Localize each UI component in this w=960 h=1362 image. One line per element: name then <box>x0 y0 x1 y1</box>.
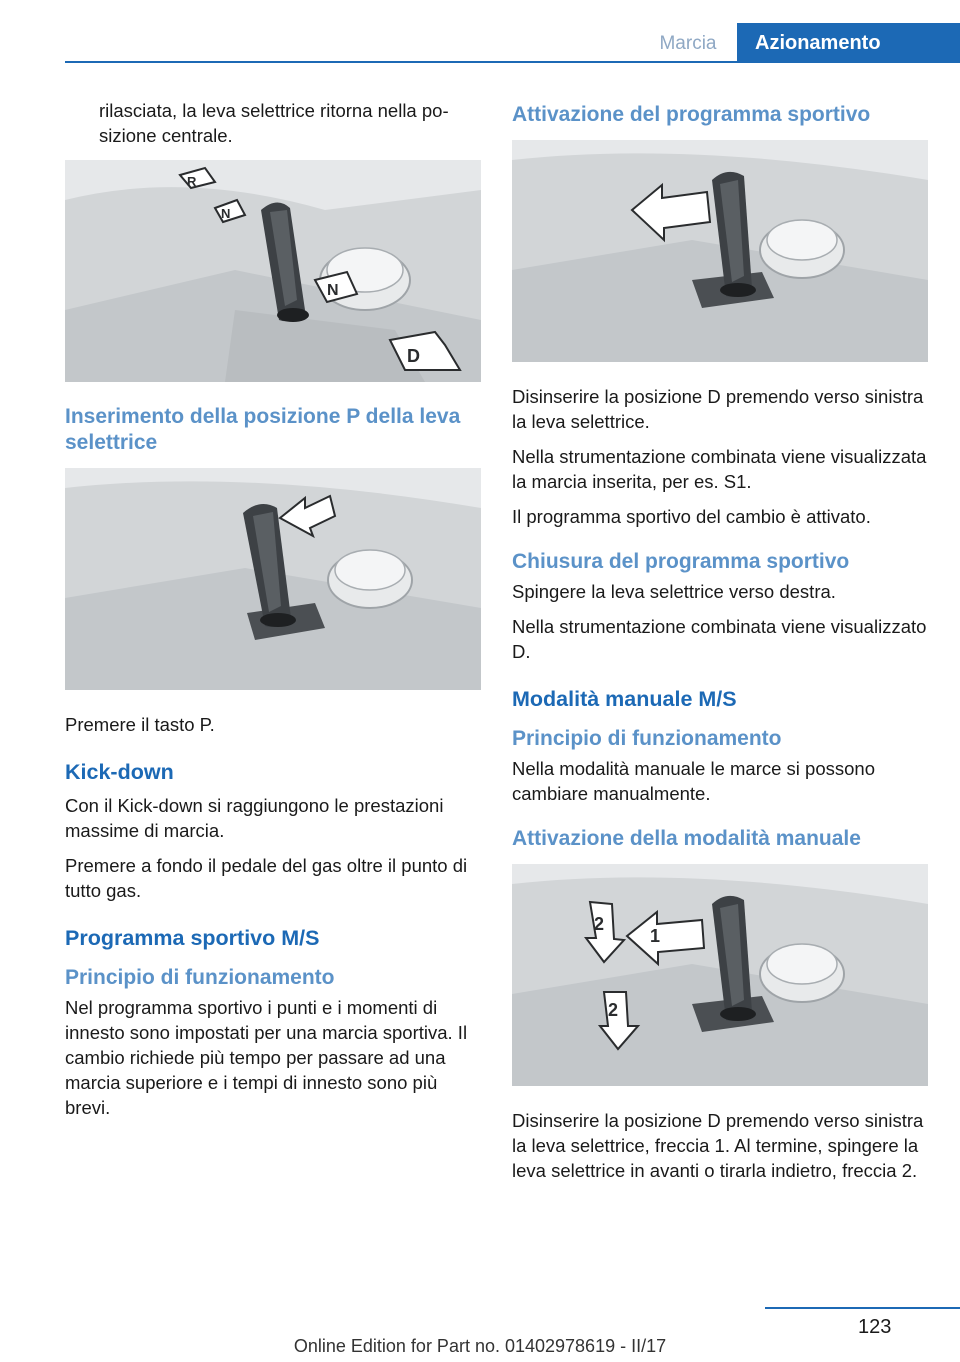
heading-modalita-manuale: Modalità manuale M/S <box>512 687 737 711</box>
arrow-label-2-top: 2 <box>594 914 605 934</box>
arrow-label-n-lower: N <box>327 282 339 299</box>
arrow-label-r: R <box>187 174 197 189</box>
left-column <box>65 98 481 1130</box>
section-tab-marcia: Marcia <box>659 33 717 54</box>
page-number: 123 <box>858 1316 892 1338</box>
illustration-selector-lever-d <box>65 160 481 382</box>
footer-rule <box>765 1307 960 1309</box>
heading-principio: Principio di funzionamento <box>65 966 335 989</box>
attivazione-text-1: Disinserire la posizione D premendo verso sinistra la leva selettrice. <box>512 386 924 432</box>
premere-p-text: Premere il tasto P. <box>65 714 215 735</box>
heading-programma-sportivo: Programma sportivo M/S <box>65 926 320 950</box>
heading-attivazione-manuale: Attivazione della modalità manuale <box>512 827 861 850</box>
heading-principio-2: Principio di funzionamento <box>512 727 782 750</box>
manuale-text: Nella modalità manuale le marce si possono cambiare manualmente. <box>512 758 875 804</box>
heading-attivazione-sportivo: Attivazione del programma sportivo <box>512 103 871 126</box>
intro-text: rilasciata, la leva selettrice ritorna nella posizione centrale. <box>99 100 449 146</box>
heading-kick-down: Kick-down <box>65 760 174 784</box>
arrow-label-1: 1 <box>650 926 661 946</box>
chapter-tab-azionamento: Azionamento <box>737 23 960 63</box>
manuale-instructions: Disinserire la posizione D premendo verso sinistra la leva selettrice, freccia 1. Al termine, spingere la leva selettrice in avanti o tirarla indietro, freccia 2. <box>512 1110 924 1181</box>
illustration-lever-left <box>512 140 928 362</box>
chiusura-text-2: Nella strumentazione combinata viene visualizzato D. <box>512 616 927 662</box>
attivazione-text-2: Nella strumentazione combinata viene visualizzata la marcia inserita, per es. S1. <box>512 446 927 492</box>
arrow-label-2-bottom: 2 <box>608 1000 619 1020</box>
edition-footer: Online Edition for Part no. 01402978619 - II/17 <box>293 1336 667 1356</box>
right-column <box>512 98 928 1193</box>
heading-chiusura: Chiusura del programma sportivo <box>512 550 850 573</box>
heading-inserimento-p: Inserimento della posizione P della leva selettrice <box>65 405 461 454</box>
illustration-manual-mode <box>512 864 928 1086</box>
arrow-label-d: D <box>407 346 420 366</box>
kick-down-text-2: Premere a fondo il pedale del gas oltre il punto di tutto gas. <box>65 855 468 901</box>
arrow-label-n-upper: N <box>221 206 231 221</box>
attivazione-text-3: Il programma sportivo del cambio è attivato. <box>512 506 871 527</box>
chiusura-text-1: Spingere la leva selettrice verso destra. <box>512 581 836 602</box>
header-rule <box>65 61 960 63</box>
kick-down-text-1: Con il Kick-down si raggiungono le prestazioni massime di marcia. <box>65 795 444 841</box>
sport-description: Nel programma sportivo i punti e i momenti di innesto sono impostati per una marcia sportiva. Il cambio richiede più tempo per passare ad una marcia superiore e i tempi di innesto sono più brevi. <box>65 997 468 1118</box>
illustration-p-button <box>65 468 481 690</box>
